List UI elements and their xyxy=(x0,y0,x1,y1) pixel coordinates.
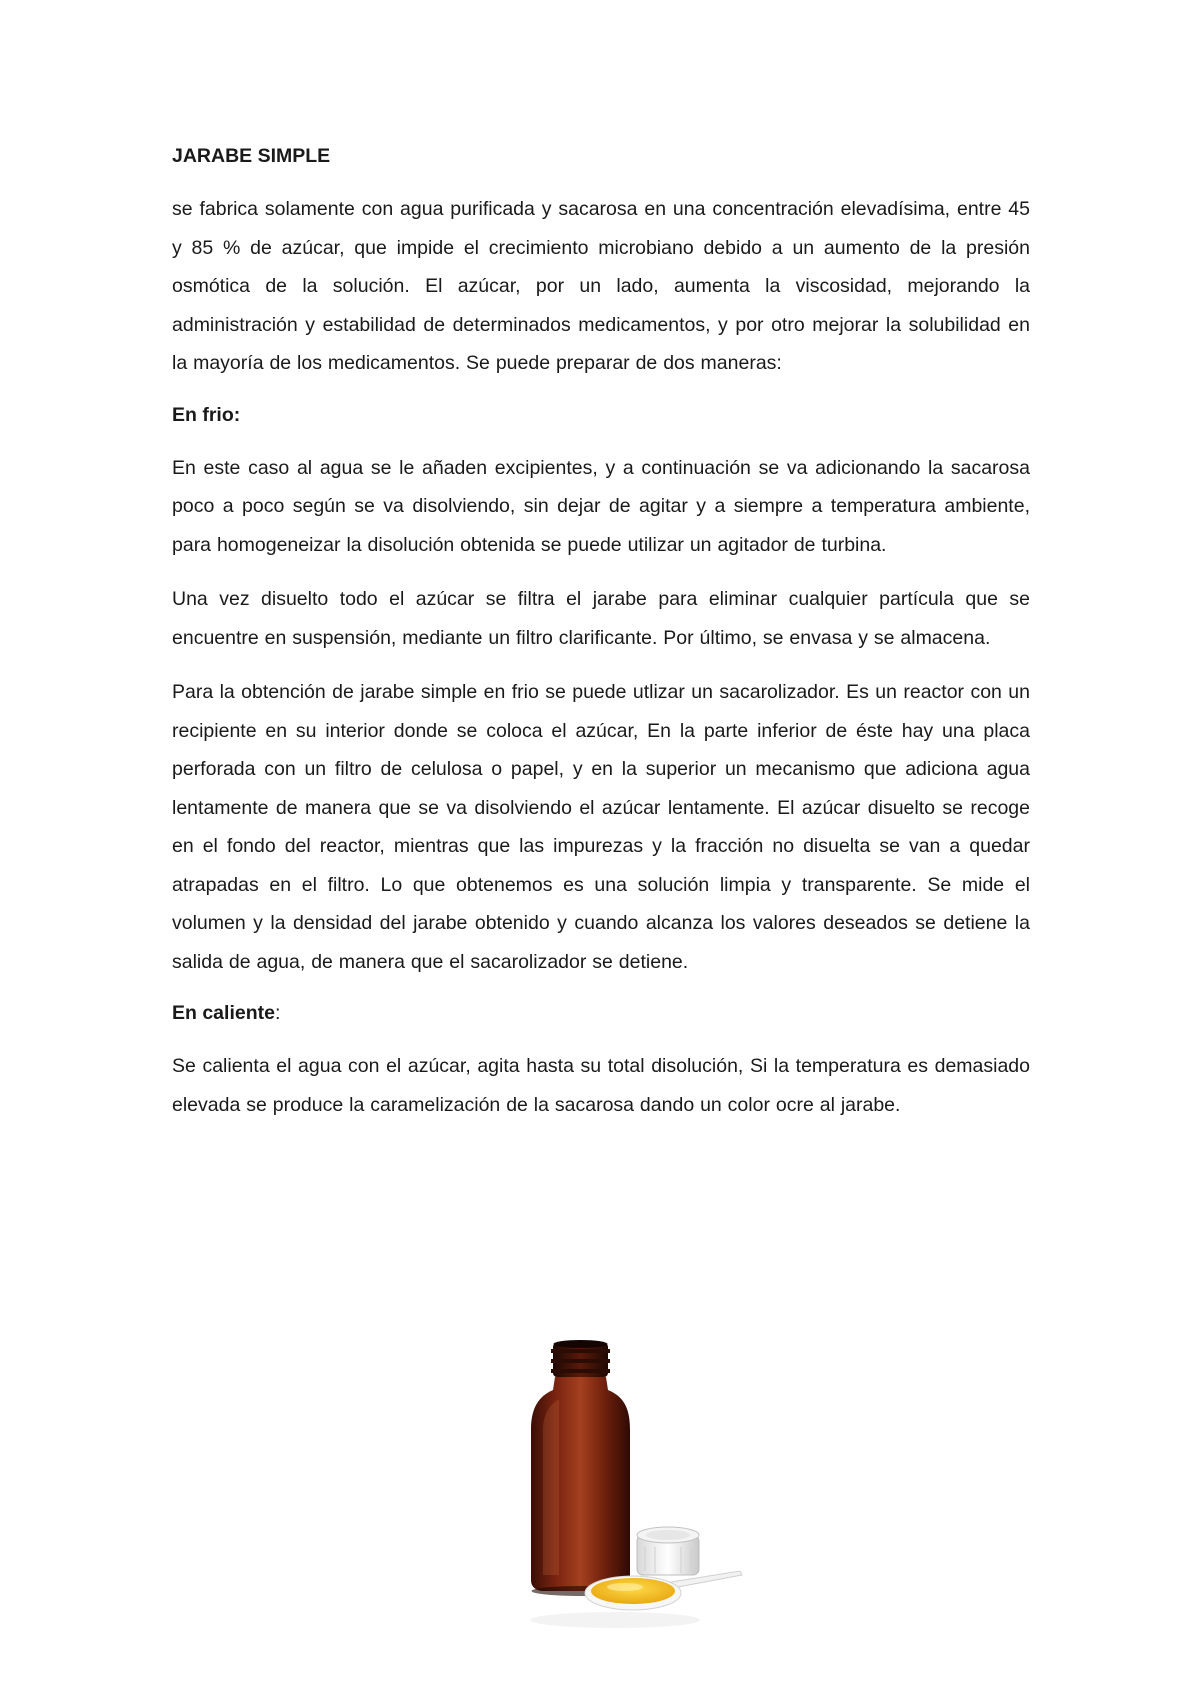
section-heading-frio-text: En frio: xyxy=(172,403,241,426)
document-title: JARABE SIMPLE xyxy=(172,145,331,167)
cap xyxy=(637,1527,699,1575)
caliente-paragraph-1: Se calienta el agua con el azúcar, agita hasta su total disolución, Si la temperatura es demasiado elevada se produce la caramelización de la sacarosa dando un color ocre al jarabe. xyxy=(172,1055,1030,1116)
section-heading-caliente-text: En caliente xyxy=(172,1002,275,1024)
section-heading-frio xyxy=(172,399,1030,431)
document-page xyxy=(172,140,1030,1140)
frio-paragraph-1: En este caso al agua se le añaden excipientes, y a continuación se va adicionando la sacarosa poco a poco según se va disolviendo, sin dejar de agitar y a siempre a temperatura ambiente, para homogeneizar la disolución obtenida se puede utilizar un agitador de turbina. xyxy=(172,456,1030,556)
frio-paragraph-2: Una vez disuelto todo el azúcar se filtra el jarabe para eliminar cualquier partícula que se encuentre en suspensión, mediante un filtro clarificante. Por último, se envasa y se almacena. xyxy=(172,588,1030,649)
syrup-bottle-image xyxy=(525,1335,750,1635)
frio-paragraph-3: Para la obtención de jarabe simple en frio se puede utlizar un sacarolizador. Es un reactor con un recipiente en su interior donde se coloca el azúcar, En la parte inferior de éste hay una placa perforada con un filtro de celulosa o papel, y en la superior un mecanismo que adiciona agua lentamente de manera que se va disolviendo el azúcar lentamente. El azúcar disuelto se recoge en el fondo del reactor, mientras que las impurezas y la fracción no disuelta se van a quedar atrapadas en el filtro. Lo que obtenemos es una solución limpia y transparente. Se mide el volumen y la densidad del jarabe obtenido y cuando alcanza los valores deseados se detiene la salida de agua, de manera que el sacarolizador se detiene. xyxy=(172,681,1030,973)
intro-paragraph: se fabrica solamente con agua purificada y sacarosa en una concentración elevadísima, entre 45 y 85 % de azúcar, que impide el crecimiento microbiano debido a un aumento de la presión osmótica de la solución. El azúcar, por un lado, aumenta la viscosidad, mejorando la administración y estabilidad de determinados medicamentos, y por otro mejorar la solubilidad en la mayoría de los medicamentos. Se puede preparar de dos maneras: xyxy=(172,198,1030,374)
section-heading-caliente xyxy=(172,997,1030,1029)
section-heading-caliente-colon: : xyxy=(274,1002,281,1024)
bottle-neck xyxy=(551,1340,610,1377)
